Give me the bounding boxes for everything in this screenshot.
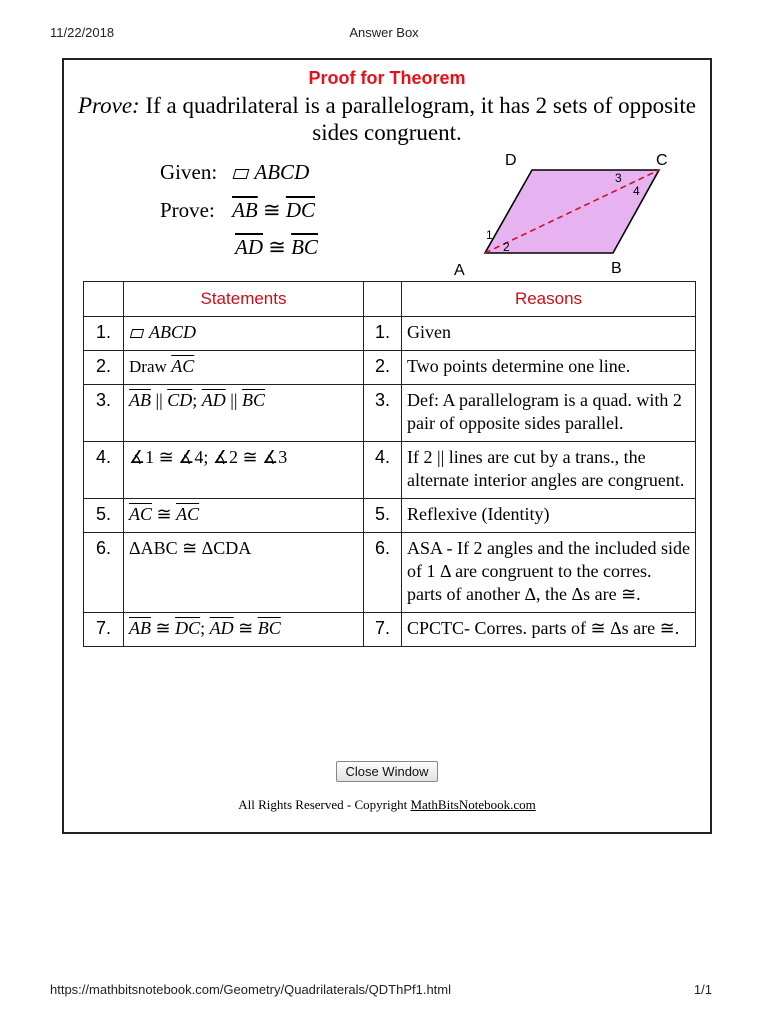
- congruent-symbol: ≅: [156, 504, 172, 524]
- segment-ab: $\overline{AB}$: [129, 618, 151, 638]
- table-row: [84, 533, 696, 613]
- step-number: 3.: [84, 385, 124, 442]
- page-title: Proof for Theorem: [308, 68, 466, 88]
- parallelogram-icon: [233, 169, 250, 179]
- statement-cell: ΔABC ≅ ΔCDA: [124, 533, 364, 613]
- segment-ad: $\overline{AD}$: [235, 235, 263, 259]
- reason-cell: If 2 || lines are cut by a trans., the alternate interior angles are congruent.: [402, 442, 696, 499]
- segment-bc: $\overline{BC}$: [257, 618, 281, 638]
- print-footer: [0, 982, 768, 1000]
- step-number: 1.: [84, 317, 124, 351]
- segment-ad: $\overline{AD}$: [201, 390, 226, 410]
- reason-cell: ASA - If 2 angles and the included side of 1 Δ are congruent to the corres. parts of another Δ, the Δs are ≅.: [402, 533, 696, 613]
- segment-ac: $\overline{AC}$: [129, 504, 153, 524]
- reason-number: 6.: [364, 533, 402, 613]
- angle-3-label: 3: [615, 171, 622, 185]
- statement-prefix: Draw: [129, 357, 167, 376]
- reason-cell: Given: [402, 317, 696, 351]
- print-date: 11/22/2018: [50, 25, 115, 40]
- parallelogram-diagram: [447, 148, 677, 278]
- prove-row-1: [160, 198, 315, 223]
- vertex-a-label: A: [454, 262, 465, 278]
- print-header: [0, 25, 768, 43]
- reason-number: 3.: [364, 385, 402, 442]
- prove-statement: [74, 92, 700, 146]
- reason-number: 1.: [364, 317, 402, 351]
- step-number: 7.: [84, 613, 124, 647]
- print-title: Answer Box: [349, 25, 419, 40]
- reason-cell: Two points determine one line.: [402, 351, 696, 385]
- parallel-symbol: ||: [230, 390, 238, 410]
- angle-4-label: 4: [633, 184, 640, 198]
- segment-bc: $\overline{BC}$: [241, 390, 265, 410]
- button-bar: [64, 761, 710, 782]
- table-row: [84, 385, 696, 442]
- segment-ad: $\overline{AD}$: [209, 618, 234, 638]
- reason-cell: Reflexive (Identity): [402, 499, 696, 533]
- parallelogram-icon: [130, 329, 144, 338]
- separator: ;: [200, 618, 206, 638]
- segment-ab: $\overline{AB}$: [232, 198, 258, 222]
- given-label: Given:: [160, 160, 218, 184]
- congruent-symbol: ≅: [155, 618, 171, 638]
- answer-box: [62, 58, 712, 834]
- vertex-b-label: B: [611, 260, 622, 277]
- statement-cell: [124, 613, 364, 647]
- statements-header: Statements: [124, 282, 364, 317]
- reasons-header: Reasons: [402, 282, 696, 317]
- close-window-button[interactable]: Close Window: [336, 761, 437, 782]
- segment-ac: $\overline{AC}$: [176, 504, 200, 524]
- prove-lead: Prove:: [77, 93, 140, 118]
- angle-1-label: 1: [486, 228, 493, 242]
- reason-number: 5.: [364, 499, 402, 533]
- segment-bc: $\overline{BC}$: [291, 235, 318, 259]
- table-row: [84, 499, 696, 533]
- table-row: [84, 317, 696, 351]
- vertex-c-label: C: [656, 152, 668, 169]
- vertex-d-label: D: [505, 152, 517, 169]
- statement-cell: [124, 317, 364, 351]
- statement-cell: [124, 385, 364, 442]
- separator: ;: [192, 390, 198, 410]
- statement-cell: [124, 351, 364, 385]
- table-row: [84, 442, 696, 499]
- step-number: 4.: [84, 442, 124, 499]
- congruent-symbol: ≅: [238, 618, 254, 638]
- statement-cell: [124, 499, 364, 533]
- table-row: [84, 613, 696, 647]
- step-number: 5.: [84, 499, 124, 533]
- given-value: ABCD: [254, 160, 310, 184]
- reason-number: 2.: [364, 351, 402, 385]
- reason-number: 7.: [364, 613, 402, 647]
- statement-text: ABCD: [149, 322, 196, 342]
- copyright-text: All Rights Reserved - Copyright: [238, 797, 408, 812]
- table-row: [84, 351, 696, 385]
- proof-table: [83, 281, 696, 647]
- step-number: 2.: [84, 351, 124, 385]
- copyright: [64, 797, 710, 813]
- step-number: 6.: [84, 533, 124, 613]
- prove-label: Prove:: [160, 198, 215, 222]
- reason-cell: CPCTC- Corres. parts of ≅ Δs are ≅.: [402, 613, 696, 647]
- page-url: https://mathbitsnotebook.com/Geometry/Quadrilaterals/QDThPf1.html: [50, 982, 452, 997]
- segment-ab: $\overline{AB}$: [129, 390, 151, 410]
- congruent-symbol: ≅: [262, 198, 281, 222]
- parallel-symbol: ||: [155, 390, 163, 410]
- mathbits-link[interactable]: MathBitsNotebook.com: [410, 797, 536, 812]
- prove-text: If a quadrilateral is a parallelogram, it has 2 sets of opposite sides congruent.: [145, 93, 697, 145]
- table-header: [84, 282, 696, 317]
- prove-row-2: [235, 235, 318, 260]
- segment-dc: $\overline{DC}$: [175, 618, 201, 638]
- reason-number: 4.: [364, 442, 402, 499]
- reason-cell: Def: A parallelogram is a quad. with 2 pair of opposite sides parallel.: [402, 385, 696, 442]
- congruent-symbol: ≅: [268, 235, 286, 259]
- segment-dc: $\overline{DC}$: [285, 198, 316, 222]
- page-number: 1/1: [693, 982, 712, 997]
- given-row: [160, 160, 309, 185]
- segment-cd: $\overline{CD}$: [167, 390, 193, 410]
- segment-ac: $\overline{AC}$: [171, 356, 195, 376]
- angle-2-label: 2: [503, 240, 510, 254]
- statement-cell: ∡1 ≅ ∡4; ∡2 ≅ ∡3: [124, 442, 364, 499]
